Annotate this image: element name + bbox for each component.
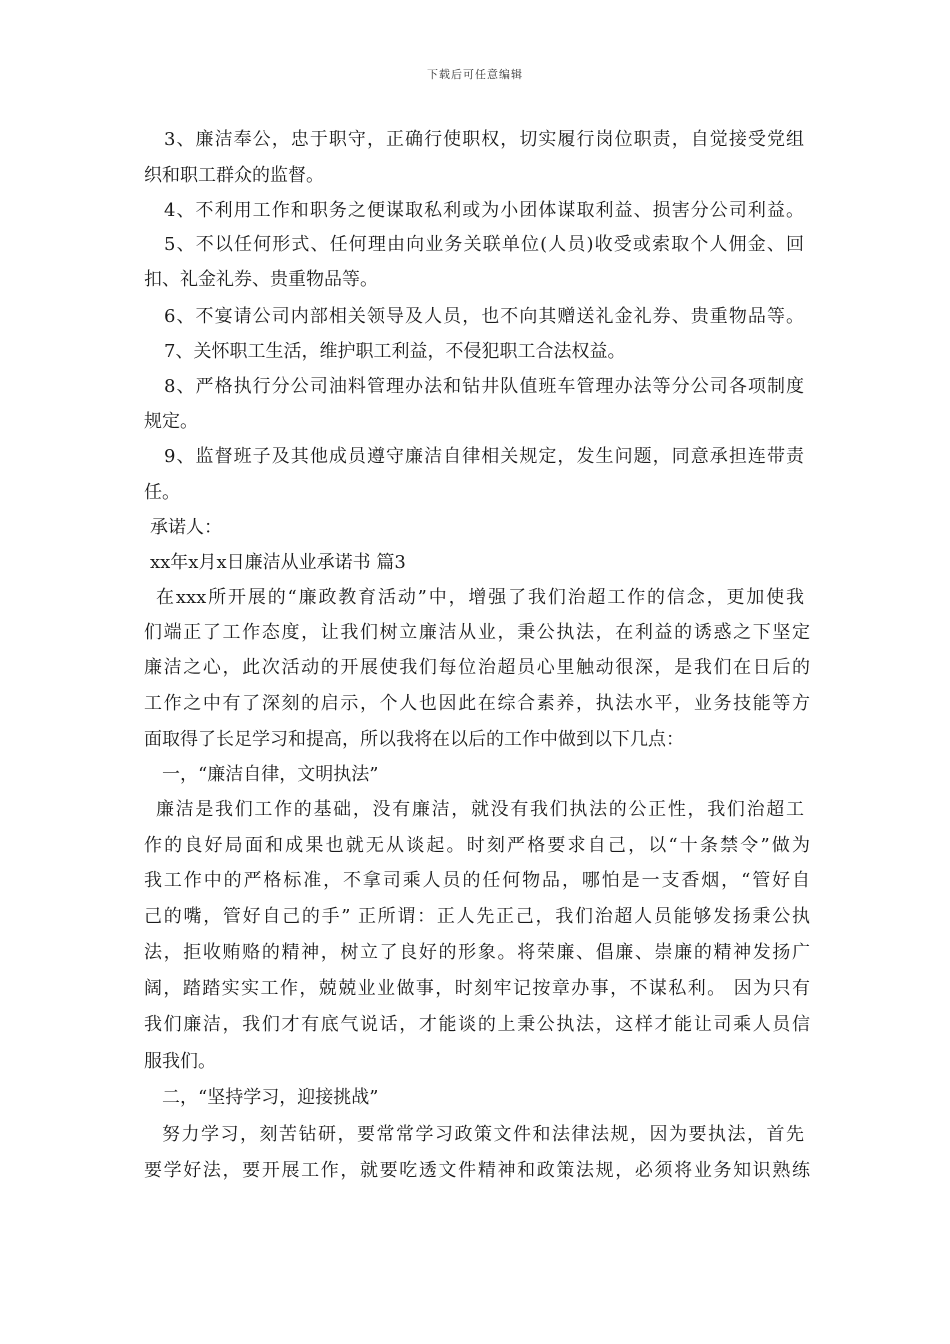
text-line: 织和职工群众的监督。 — [144, 165, 324, 186]
text-line: 要学好法，要开展工作，就要吃透文件精神和政策法规，必须将业务知识熟练 — [144, 1160, 810, 1181]
page-header: 下载后可任意编辑 — [427, 68, 523, 81]
text-line: 们端正了工作态度，让我们树立廉洁从业，秉公执法，在利益的诱惑之下坚定 — [144, 622, 810, 643]
text-line: 廉洁是我们工作的基础，没有廉洁，就没有我们执法的公正性，我们治超工 — [156, 799, 804, 820]
text-line: 8、严格执行分公司油料管理办法和钻井队值班车管理办法等分公司各项制度 — [164, 376, 804, 397]
text-line: 作的良好局面和成果也就无从谈起。时刻严格要求自己，以“十条禁令”做为 — [144, 835, 810, 856]
subheading: 一，“廉洁自律，文明执法” — [162, 764, 379, 785]
section-title: xx年x月x日廉洁从业承诺书 篇3 — [150, 552, 406, 573]
text-line: 在xxx所开展的“廉政教育活动”中，增强了我们治超工作的信念，更加使我 — [156, 587, 804, 608]
text-line: 阔，踏踏实实工作，兢兢业业做事，时刻牢记按章办事，不谋私利。 因为只有 — [144, 978, 810, 999]
text-line: 规定。 — [144, 411, 198, 432]
text-line: 廉洁之心，此次活动的开展使我们每位治超员心里触动很深，是我们在日后的 — [144, 657, 810, 678]
text-line: 己的嘴，管好自己的手” 正所谓：正人先正己，我们治超人员能够发扬秉公执 — [144, 906, 810, 927]
signatory-label: 承诺人： — [150, 517, 222, 538]
text-line: 扣、礼金礼券、贵重物品等。 — [144, 269, 378, 290]
text-line: 努力学习，刻苦钻研，要常常学习政策文件和法律法规，因为要执法，首先 — [162, 1124, 804, 1145]
text-line: 工作之中有了深刻的启示，个人也因此在综合素养，执法水平，业务技能等方 — [144, 693, 810, 714]
text-line: 5、不以任何形式、任何理由向业务关联单位(人员)收受或索取个人佣金、回 — [164, 234, 804, 255]
text-line: 面取得了长足学习和提高，所以我将在以后的工作中做到以下几点： — [144, 729, 684, 750]
text-line: 法，拒收贿赂的精神，树立了良好的形象。将荣廉、倡廉、崇廉的精神发扬广 — [144, 942, 810, 963]
text-line: 9、监督班子及其他成员遵守廉洁自律相关规定，发生问题，同意承担连带责 — [164, 446, 804, 467]
text-line: 3、廉洁奉公，忠于职守，正确行使职权，切实履行岗位职责，自觉接受党组 — [164, 129, 804, 150]
text-line: 我工作中的严格标准，不拿司乘人员的任何物品，哪怕是一支香烟，“管好自 — [144, 870, 810, 891]
text-line: 7、关怀职工生活，维护职工利益，不侵犯职工合法权益。 — [164, 341, 626, 362]
text-line: 4、不利用工作和职务之便谋取私利或为小团体谋取利益、损害分公司利益。 — [164, 200, 804, 221]
text-line: 6、不宴请公司内部相关领导及人员，也不向其赠送礼金礼券、贵重物品等。 — [164, 306, 804, 327]
text-line: 我们廉洁，我们才有底气说话，才能谈的上秉公执法，这样才能让司乘人员信 — [144, 1014, 810, 1035]
subheading: 二，“坚持学习，迎接挑战” — [162, 1087, 379, 1108]
text-line: 任。 — [144, 482, 180, 503]
text-line: 服我们。 — [144, 1051, 216, 1072]
